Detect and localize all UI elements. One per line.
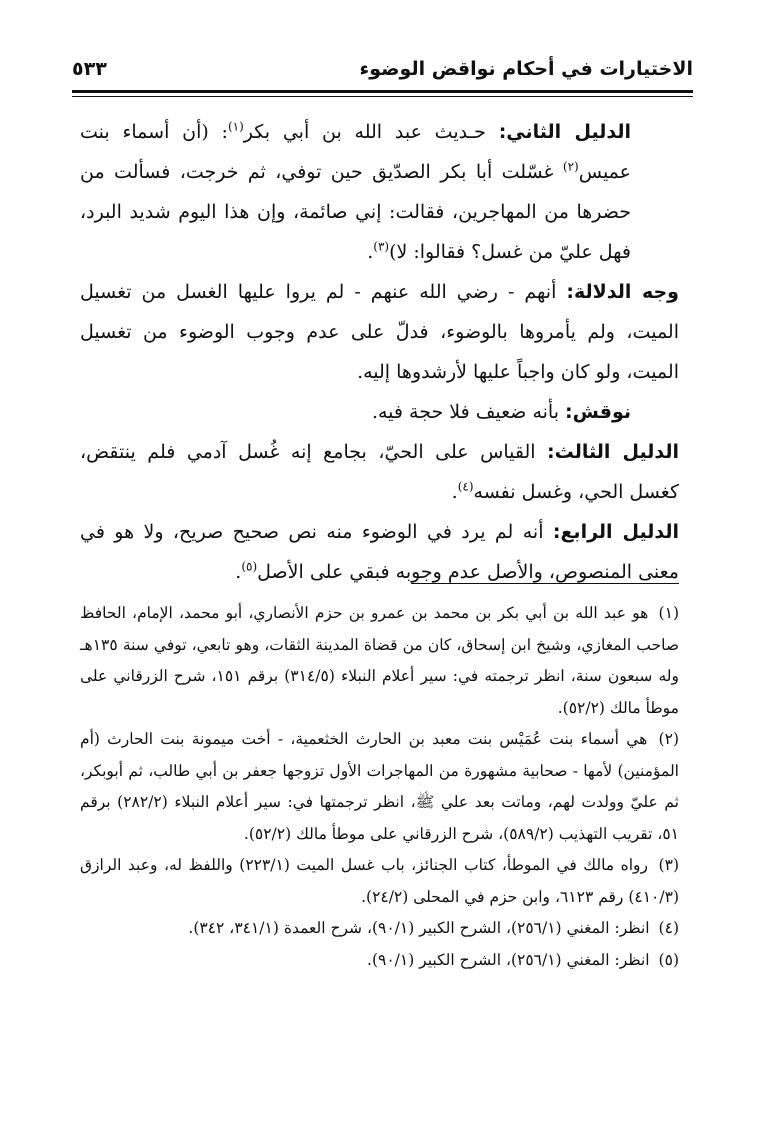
paragraph-heading: نوقش: [565,401,631,423]
footnote-ref: (٥) [241,559,258,574]
paragraph-heading: الدليل الرابع: [552,521,679,543]
footnote-text: هي أسماء بنت عُمَيْس بنت معبد بن الحارث الخثعمية، - أخت ميمونة بنت الحارث (أم المؤمنين) لأمها - صحابية مشهورة من المهاجرات الأول تزوجها جعفر بن أبي طالب، ثم أبوبكر، ثم عليّ وولدت لهم، وماتت بعد علي ﷺ، انظر ترجمتها في: سير أعلام النبلاء (٢٨٢/٢) برقم ٥١، تقريب التهذيب (٥٨٩/٢)، شرح الزرقاني على موطأ مالك (٥٢/٢). [80,730,679,843]
paragraph-text: أنهم - رضي الله عنهم - لم يروا عليها الغسل من تغسيل الميت، ولم يأمروها بالوضوء، فدلّ على عدم وجوب الوضوء من تغسيل الميت، ولو كان واجباً عليها لأرشدوها إليه. [80,281,679,383]
footnote-text: هو عبد الله بن أبي بكر بن محمد بن عمرو بن حزم الأنصاري، أبو محمد، الإمام، الحافظ صاحب المغازي، وشيخ ابن إسحاق، كان من قضاة المدينة الثقات، وهو تابعي، توفي سنة ١٣٥هـ وله سبعون سنة، انظر ترجمته في: سير أعلام النبلاء (٣١٤/٥) برقم ١٥١، شرح الزرقاني على موطأ مالك (٥٢/٢). [80,604,679,717]
paragraph-text: القياس على الحيّ، بجامع إنه غُسل آدمي فلم ينتقض، كغسل الحي، وغسل نفسه [80,441,679,503]
paragraph-third-evidence [80,432,679,512]
paragraph-text: حـديث عبد الله بن أبي بكر [243,121,499,143]
paragraph-text: بأنه ضعيف فلا حجة فيه. [371,401,566,423]
footnote-text: رواه مالك في الموطأ، كتاب الجنائز، باب غسل الميت (٢٢٣/١) واللفظ له، وعبد الرازق (٤١٠/٣) رقم ٦١٢٣، وابن حزم في المحلى (٢٤/٢). [80,856,679,906]
paragraph-objection [80,392,679,432]
footnote-number: (١) [658,604,679,622]
footnote-ref: (١) [227,119,244,134]
paragraph-heading: وجه الدلالة: [566,281,679,303]
paragraph-second-evidence [80,112,679,272]
footnote-text: انظر: المغني (٢٥٦/١)، الشرح الكبير (٩٠/١)، شرح العمدة (٣٤١/١، ٣٤٢). [188,919,650,937]
footnotes [80,598,679,976]
footnote-5 [80,945,679,977]
main-text [80,112,679,592]
paragraph-text: غسّلت أبا بكر الصدّيق حين توفي، ثم خرجت، فسألت من حضرها من المهاجرين، فقالت: إني صائمة، وإن هذا اليوم شديد البرد، فهل عليّ من غسل؟ فقالوا: لا) [80,161,631,263]
paragraph-end: . [451,481,458,503]
footnote-number: (٥) [658,950,679,969]
footnote-2 [80,724,679,850]
paragraph-text: أنه لم يرد في الوضوء منه نص صحيح صريح، ولا هو في معنى المنصوص، والأصل عدم وجوبه فبقي على الأصل [80,521,679,583]
paragraph-fourth-evidence [80,512,679,592]
paragraph-text: : (أن أسماء بنت عميس [80,121,631,183]
paragraph-heading: الدليل الثالث: [547,441,679,463]
paragraph-heading: الدليل الثاني: [498,121,632,143]
footnote-4 [80,913,679,945]
footnote-3 [80,850,679,913]
running-header [72,58,693,88]
header-rule-thin [72,96,693,97]
paragraph-evidence-aspect [80,272,679,392]
footnote-separator [411,583,679,584]
page-number: ٥٣٣ [72,58,107,80]
footnote-number: (٣) [658,856,679,874]
paragraph-end: . [235,561,242,583]
footnote-ref: (٤) [457,479,474,494]
header-title: الاختيارات في أحكام نواقض الوضوء [359,58,693,80]
footnote-1 [80,598,679,724]
footnote-ref: (٢) [562,159,579,174]
footnote-number: (٤) [658,919,679,937]
footnote-text: انظر: المغني (٢٥٦/١)، الشرح الكبير (٩٠/١). [367,950,650,969]
footnote-number: (٢) [658,730,679,748]
header-rule-thick [72,90,693,93]
footnote-ref: (٣) [373,239,390,254]
paragraph-end: . [367,241,374,263]
